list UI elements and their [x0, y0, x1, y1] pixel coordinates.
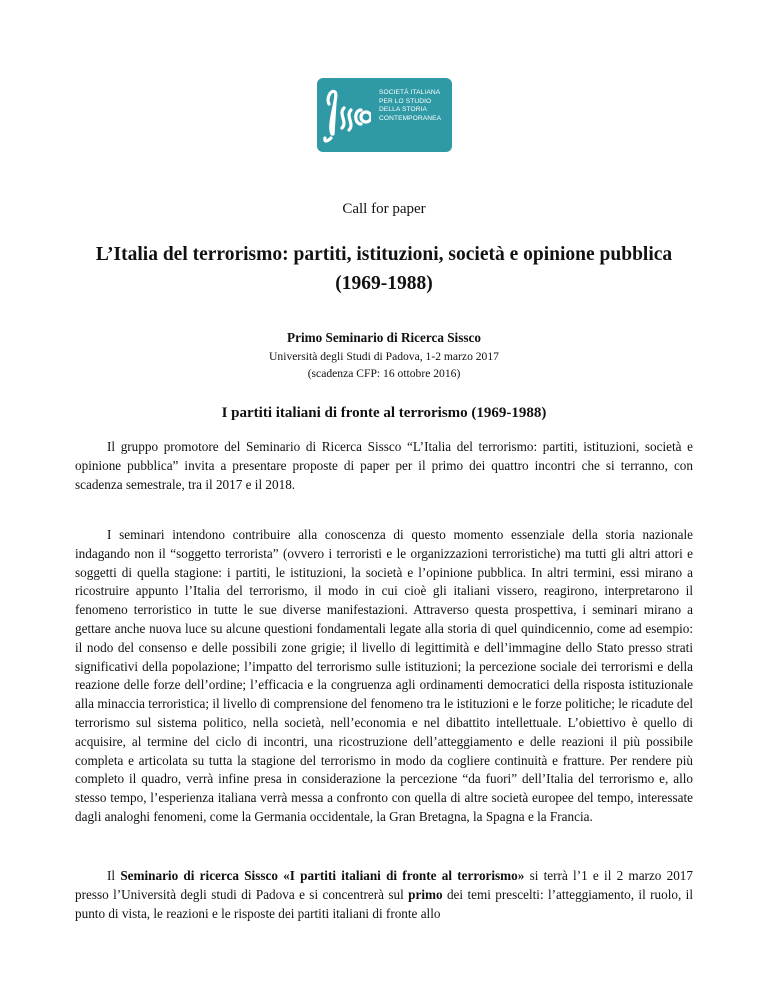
- body-paragraph-1: Il gruppo promotore del Seminario di Ricerca Sissco “L’Italia del terrorismo: partiti, istituzioni, società e opinione pubblica” invita a presentare proposte di paper per il primo dei quattro incontri che si terranno, con scadenza semestrale, tra il 2017 e il 2018.: [75, 439, 693, 492]
- sissco-logo-text: [379, 89, 449, 123]
- paragraph-text: Il: [107, 868, 121, 883]
- primo-emphasis: primo: [408, 886, 443, 902]
- logo-text-line: PER LO STUDIO: [379, 97, 432, 105]
- seminar-venue: Università degli Studi di Padova, 1-2 marzo 2017: [269, 350, 499, 363]
- body-paragraph-2: I seminari intendono contribuire alla conoscenza di questo momento essenziale della storia nazionale indagando non il “soggetto terrorista” (ovvero i terroristi e le organizzazioni terroristiche) ma tutti gli altri attori e soggetti di quella stagione: i partiti, le istituzioni, la società e l’opinione pubblica. In altri termini, essi mirano a ricostruire appunto l’Italia del terrorismo, il modo in cui cioè gli italiani vissero, reagirono, interpretarono il fenomeno terroristico in tutte le sue diverse manifestazioni. Attraverso questa prospettiva, i seminari mirano a gettare anche nuova luce su alcune questioni fondamentali legate alla storia di quel quindicennio, come ad esempio: il nodo del consenso e delle possibili zone grigie; il livello di legittimità e dell’immagine dello Stato presso strati significativi della popolazione; l’impatto del terrorismo sulle istituzioni; la percezione sociale dei terrorismi e della reazione delle forze dell’ordine; l’efficacia e la congruenza agli ordinamenti democratici della risposta istituzionale alla minaccia terroristica; il livello di comprensione del fenomeno tra le istituzioni e le forze politiche; le ricadute del terrorismo sul sistema politico, nella società, nell’economia e nel dibattito intellettuale. L’obiettivo è quello di acquisire, al termine del ciclo di incontri, una ricostruzione dell’atteggiamento e delle reazioni il più possibile completa e articolata su tutta la stagione del terrorismo in modo da cogliere continuità e fratture. Per rendere più completo il quadro, verrà infine presa in considerazione la percezione “da fuori” dell’Italia del terrorismo e, allo stesso tempo, l’esperienza italiana verrà messa a confronto con quella di altre società europee del tempo, interessate dagli analoghi fenomeni, come la Germania occidentale, la Gran Bretagna, la Spagna e la Francia.: [75, 527, 693, 824]
- seminar-title: Primo Seminario di Ricerca Sissco: [287, 330, 481, 345]
- sissco-logo-mark: [323, 84, 371, 146]
- paragraph-text: dei temi prescelti: l’atteggiamento, il ruolo, il punto di vista, le reazioni e le risposte dei partiti italiani di fronte allo: [75, 886, 693, 921]
- section-title: I partiti italiani di fronte al terrorismo (1969-1988): [221, 405, 547, 421]
- logo-text-line: DELLA STORIA: [379, 106, 427, 114]
- main-title: L’Italia del terrorismo: partiti, istituzioni, società e opinione pubblica (1969-1988): [95, 244, 673, 294]
- logo-text-line: SOCIETÀ ITALIANA: [379, 89, 441, 96]
- seminar-deadline: (scadenza CFP: 16 ottobre 2016): [307, 367, 461, 380]
- body-paragraph-3: [75, 867, 693, 923]
- paragraph-text: si terrà l’1 e il 2 marzo 2017 presso l’Università degli studi di Padova e si concentrerà sul: [75, 868, 693, 902]
- seminar-name-emphasis: Seminario di ricerca Sissco «I partiti italiani di fronte al terrorismo»: [120, 868, 525, 883]
- call-for-paper-label: Call for paper: [342, 201, 426, 217]
- sissco-logo: [317, 78, 452, 152]
- logo-text-line: CONTEMPORANEA: [379, 114, 442, 122]
